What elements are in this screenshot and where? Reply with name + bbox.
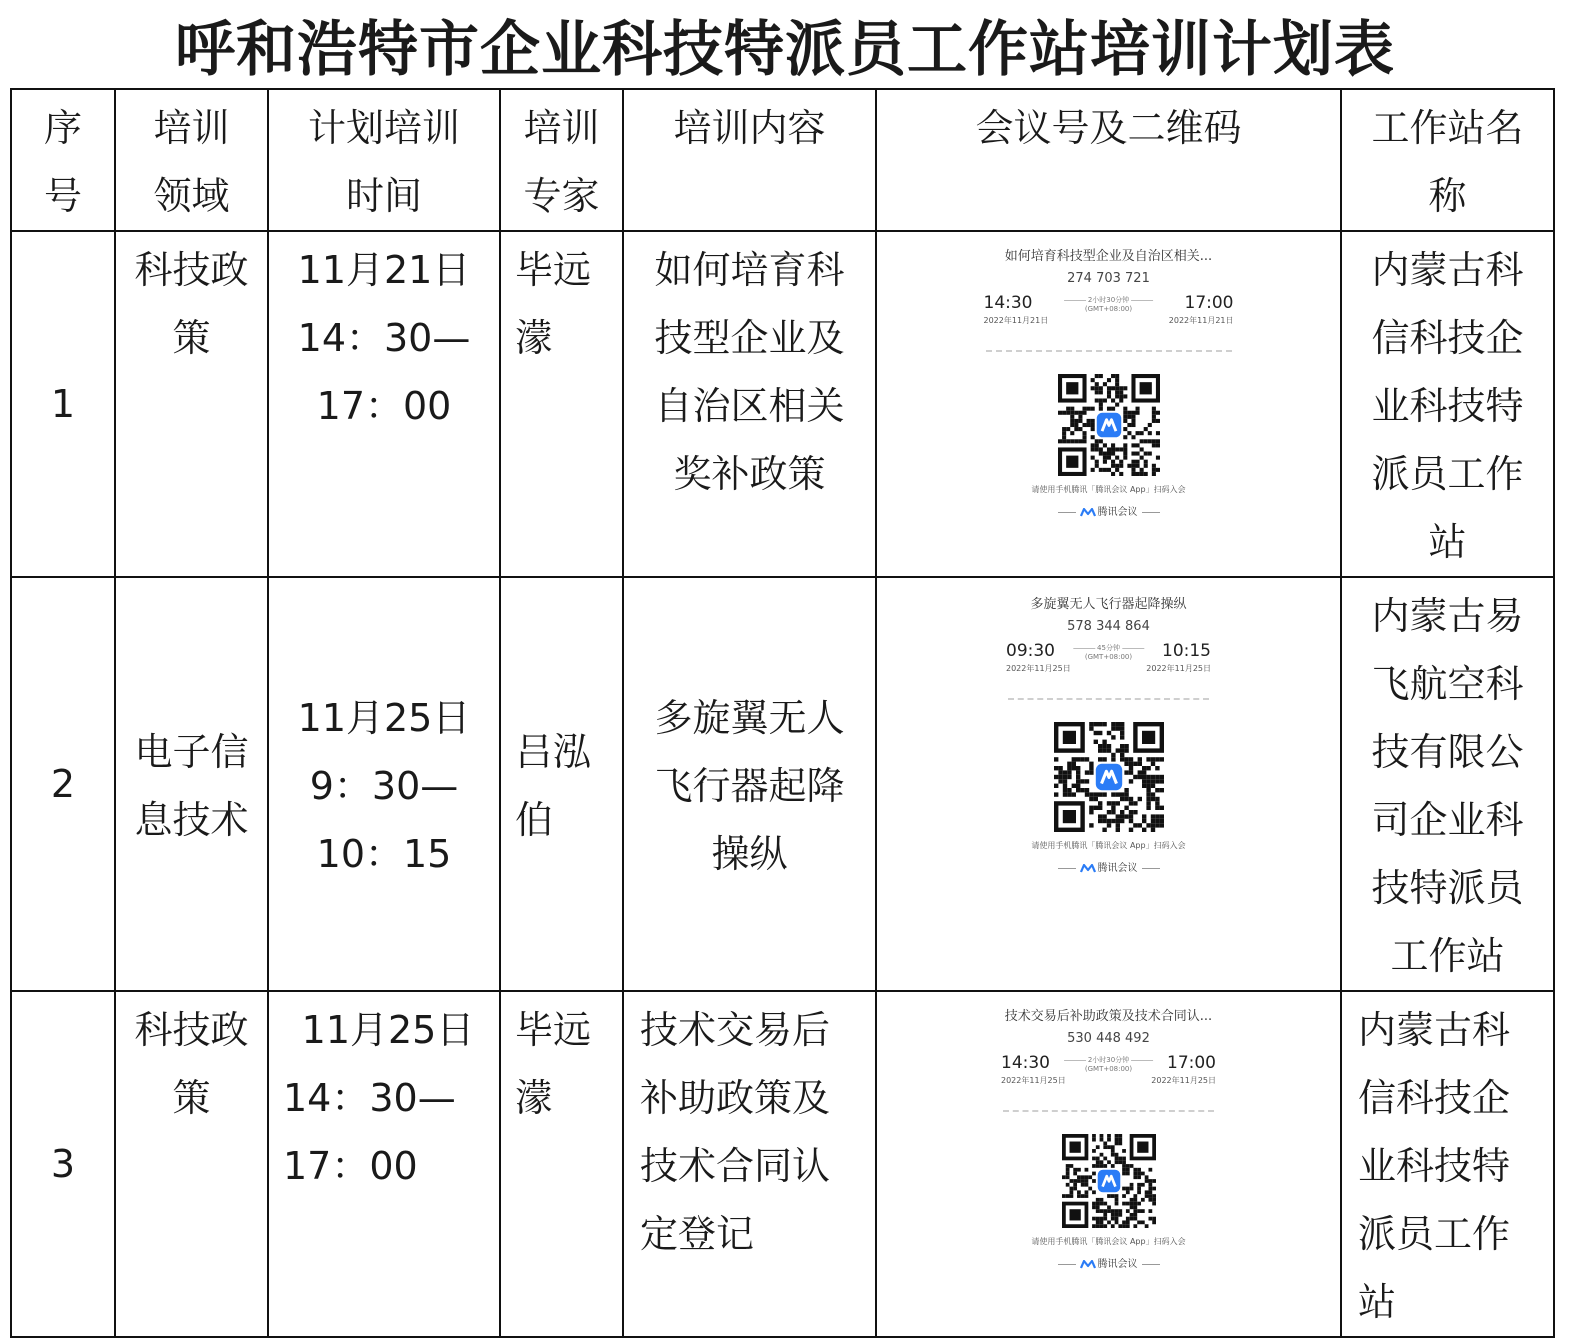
- meeting-start-time: 14:30: [983, 293, 1033, 313]
- qr-code-icon: [1058, 374, 1160, 476]
- header-content: 培训内容: [623, 89, 876, 231]
- row-station: 内蒙古易 飞航空科 技有限公 司企业科 技特派员 工作站: [1341, 577, 1554, 991]
- row-time: 11月25日 9：30— 10：15: [268, 577, 500, 991]
- header-time: 计划培训 时间: [268, 89, 500, 231]
- meeting-end-date: 2022年11月21日: [1168, 316, 1234, 325]
- meeting-number: 274 703 721: [1067, 271, 1150, 286]
- header-meeting: 会议号及二维码: [876, 89, 1341, 231]
- row-content: 技术交易后 补助政策及 技术合同认 定登记: [623, 991, 876, 1337]
- scan-instruction: 请使用手机腾讯「腾讯会议 App」扫码入会: [1031, 1237, 1186, 1246]
- scan-instruction: 请使用手机腾讯「腾讯会议 App」扫码入会: [1031, 841, 1186, 850]
- meeting-start-date: 2022年11月25日: [1001, 1076, 1066, 1085]
- table-row: [11, 577, 1554, 991]
- tencent-meeting-brand: 腾讯会议: [984, 506, 1234, 520]
- meeting-card[interactable]: [1006, 596, 1211, 876]
- qr-code-icon: [1062, 1134, 1156, 1228]
- meeting-card[interactable]: [1001, 1008, 1216, 1272]
- meeting-duration: 45分钟 (GMT+08:00): [1073, 644, 1144, 662]
- tencent-meeting-brand: 腾讯会议: [1006, 862, 1211, 876]
- meeting-end-date: 2022年11月25日: [1146, 664, 1211, 673]
- tencent-meeting-logo-icon: [1080, 508, 1096, 517]
- card-divider: [986, 350, 1232, 352]
- qr-code-icon: [1054, 722, 1164, 832]
- meeting-number: 578 344 864: [1067, 619, 1150, 634]
- row-seq: 1: [11, 231, 115, 577]
- meeting-end-time: 10:15: [1162, 641, 1211, 661]
- row-expert: 吕泓 伯: [500, 577, 623, 991]
- row-seq: 3: [11, 991, 115, 1337]
- row-domain: 电子信 息技术: [115, 577, 268, 991]
- meeting-start-time: 14:30: [1001, 1053, 1050, 1073]
- row-domain: 科技政 策: [115, 991, 268, 1337]
- page-title: 呼和浩特市企业科技特派员工作站培训计划表: [175, 15, 1395, 85]
- meeting-title: 技术交易后补助政策及技术合同认...: [1004, 1009, 1213, 1024]
- header-expert: 培训 专家: [500, 89, 623, 231]
- card-divider: [1008, 698, 1209, 700]
- row-seq: 2: [11, 577, 115, 991]
- row-expert: 毕远 濛: [500, 991, 623, 1337]
- tencent-meeting-brand: 腾讯会议: [1001, 1258, 1216, 1272]
- meeting-end-time: 17:00: [1184, 293, 1234, 313]
- meeting-duration: 2小时30分钟 (GMT+08:00): [1064, 296, 1154, 314]
- tencent-meeting-logo-icon: [1080, 1260, 1096, 1269]
- meeting-card[interactable]: [984, 248, 1234, 520]
- row-station: 内蒙古科 信科技企 业科技特 派员工作 站: [1341, 991, 1554, 1337]
- card-divider: [1003, 1110, 1214, 1112]
- table-row: [11, 991, 1554, 1337]
- row-station: 内蒙古科 信科技企 业科技特 派员工作 站: [1341, 231, 1554, 577]
- scan-instruction: 请使用手机腾讯「腾讯会议 App」扫码入会: [1031, 485, 1186, 494]
- header-seq: 序 号: [11, 89, 115, 231]
- meeting-start-date: 2022年11月21日: [983, 316, 1049, 325]
- meeting-card-cell: [876, 231, 1341, 577]
- header-domain: 培训 领域: [115, 89, 268, 231]
- meeting-start-time: 09:30: [1006, 641, 1055, 661]
- meeting-card-cell: [876, 577, 1341, 991]
- tencent-meeting-logo-icon: [1080, 864, 1096, 873]
- row-time: 11月21日 14：30— 17：00: [268, 231, 500, 577]
- row-expert: 毕远 濛: [500, 231, 623, 577]
- header-station: 工作站名 称: [1341, 89, 1554, 231]
- row-domain: 科技政 策: [115, 231, 268, 577]
- row-time: 11月25日 14：30— 17：00: [268, 991, 500, 1337]
- meeting-start-date: 2022年11月25日: [1006, 664, 1071, 673]
- meeting-title: 多旋翼无人飞行器起降操纵: [1030, 597, 1187, 612]
- table-header-row: [11, 89, 1554, 231]
- table-row: [11, 231, 1554, 577]
- row-content: 如何培育科 技型企业及 自治区相关 奖补政策: [623, 231, 876, 577]
- meeting-title: 如何培育科技型企业及自治区相关...: [1004, 249, 1213, 264]
- meeting-number: 530 448 492: [1067, 1031, 1150, 1046]
- meeting-end-time: 17:00: [1167, 1053, 1216, 1073]
- training-plan-table: [10, 88, 1555, 1338]
- row-content: 多旋翼无人 飞行器起降 操纵: [623, 577, 876, 991]
- meeting-duration: 2小时30分钟 (GMT+08:00): [1064, 1056, 1154, 1074]
- meeting-end-date: 2022年11月25日: [1151, 1076, 1216, 1085]
- meeting-card-cell: [876, 991, 1341, 1337]
